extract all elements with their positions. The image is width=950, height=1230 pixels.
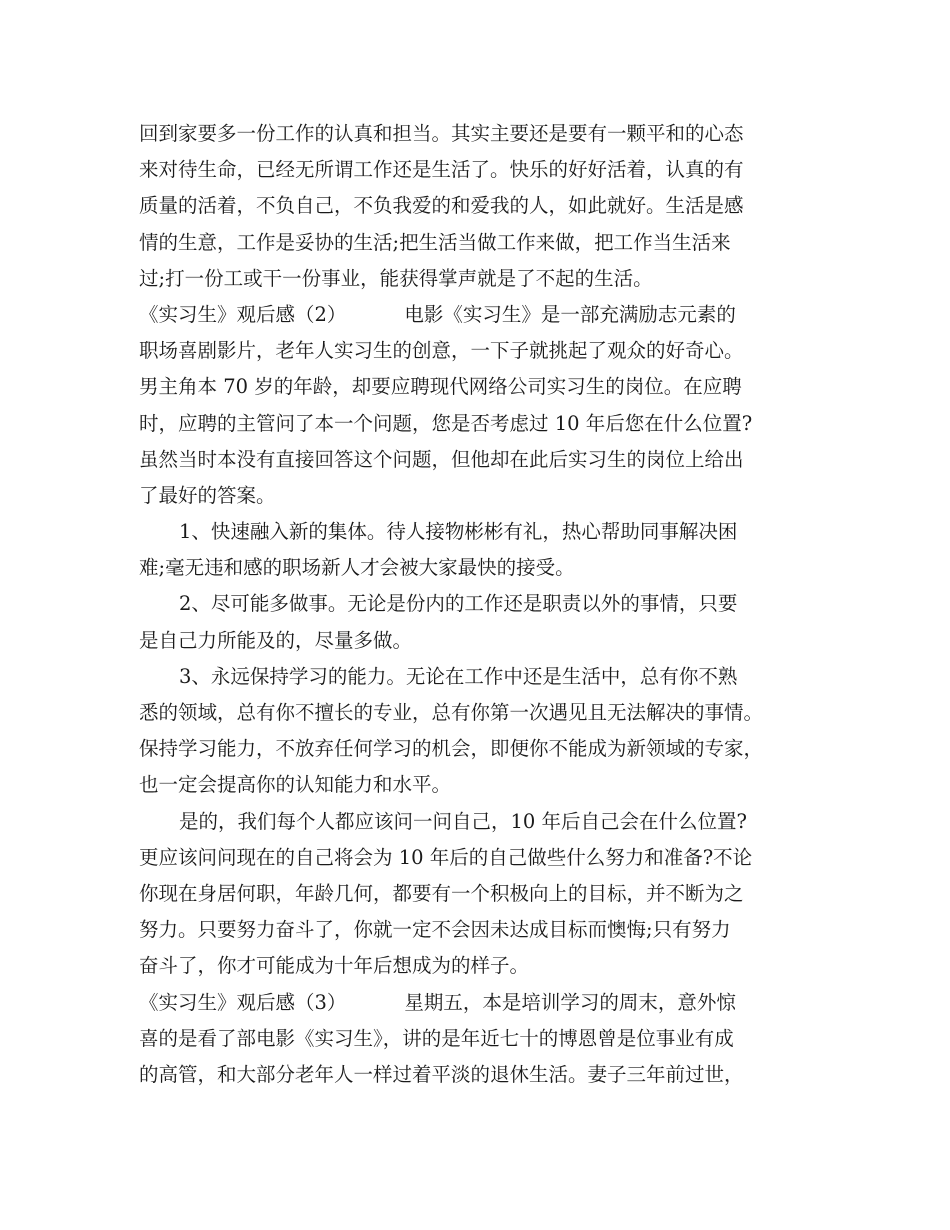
text-line: 奋斗了，你才可能成为十年后想成为的样子。 (139, 954, 530, 978)
text-line: 的高管，和大部分老年人一样过着平淡的退休生活。妻子三年前过世， (139, 1062, 744, 1086)
text-line: 职场喜剧影片，老年人实习生的创意，一下子就挑起了观众的好奇心。 (139, 339, 744, 363)
point-3-line: 3、永远保持学习的能力。无论在工作中还是生活中，总有你不熟 (179, 664, 738, 688)
section-2-heading: 《实习生》观后感（2） (139, 302, 347, 326)
conclusion-line: 是的，我们每个人都应该问一问自己，10 年后自己会在什么位置? (179, 809, 747, 833)
section-2-intro: 电影《实习生》是一部充满励志元素的 (404, 302, 736, 326)
text-line: 来对待生命，已经无所谓工作还是生活了。快乐的好好活着，认真的有 (139, 158, 744, 182)
section-3-first-line (139, 985, 829, 1021)
text-line: 回到家要多一份工作的认真和担当。其实主要还是要有一颗平和的心态 (139, 122, 744, 145)
text-line: 男主角本 70 岁的年龄，却要应聘现代网络公司实习生的岗位。在应聘 (139, 375, 742, 399)
text-line: 喜的是看了部电影《实习生》，讲的是年近七十的博恩曾是位事业有成 (139, 1026, 734, 1050)
text-line: 难;毫无违和感的职场新人才会被大家最快的接受。 (139, 556, 575, 580)
section-3-heading: 《实习生》观后感（3） (139, 990, 347, 1014)
text-line: 保持学习能力，不放弃任何学习的机会，即便你不能成为新领域的专家， (139, 737, 764, 761)
section-2-first-line (139, 297, 829, 333)
document-body (139, 116, 829, 1093)
text-line: 时，应聘的主管问了本一个问题，您是否考虑过 10 年后您在什么位置? (139, 411, 753, 435)
text-line: 质量的活着，不负自己，不负我爱的和爱我的人，如此就好。生活是感 (139, 194, 744, 218)
text-line: 过;打一份工或干一份事业，能获得掌声就是了不起的生活。 (139, 266, 653, 290)
text-line: 是自己力所能及的，尽量多做。 (139, 628, 413, 652)
text-line: 情的生意，工作是妥协的生活;把生活当做工作来做，把工作当生活来 (139, 230, 731, 254)
text-line: 了最好的答案。 (139, 483, 276, 507)
section-3-intro: 星期五，本是培训学习的周末，意外惊 (404, 990, 736, 1014)
point-2-line: 2、尽可能多做事。无论是份内的工作还是职责以外的事情，只要 (179, 592, 738, 616)
text-line: 更应该问问现在的自己将会为 10 年后的自己做些什么努力和准备?不论 (139, 845, 753, 869)
text-line: 悉的领域，总有你不擅长的专业，总有你第一次遇见且无法解决的事情。 (139, 701, 764, 724)
text-line: 你现在身居何职，年龄几何，都要有一个积极向上的目标，并不断为之 (139, 881, 744, 905)
point-1-line: 1、快速融入新的集体。待人接物彬彬有礼，热心帮助同事解决困 (179, 520, 738, 544)
text-line: 也一定会提高你的认知能力和水平。 (139, 773, 452, 797)
text-line: 虽然当时本没有直接回答这个问题，但他却在此后实习生的岗位上给出 (139, 447, 744, 471)
text-line: 努力。只要努力奋斗了，你就一定不会因未达成目标而懊悔;只有努力 (139, 918, 731, 942)
